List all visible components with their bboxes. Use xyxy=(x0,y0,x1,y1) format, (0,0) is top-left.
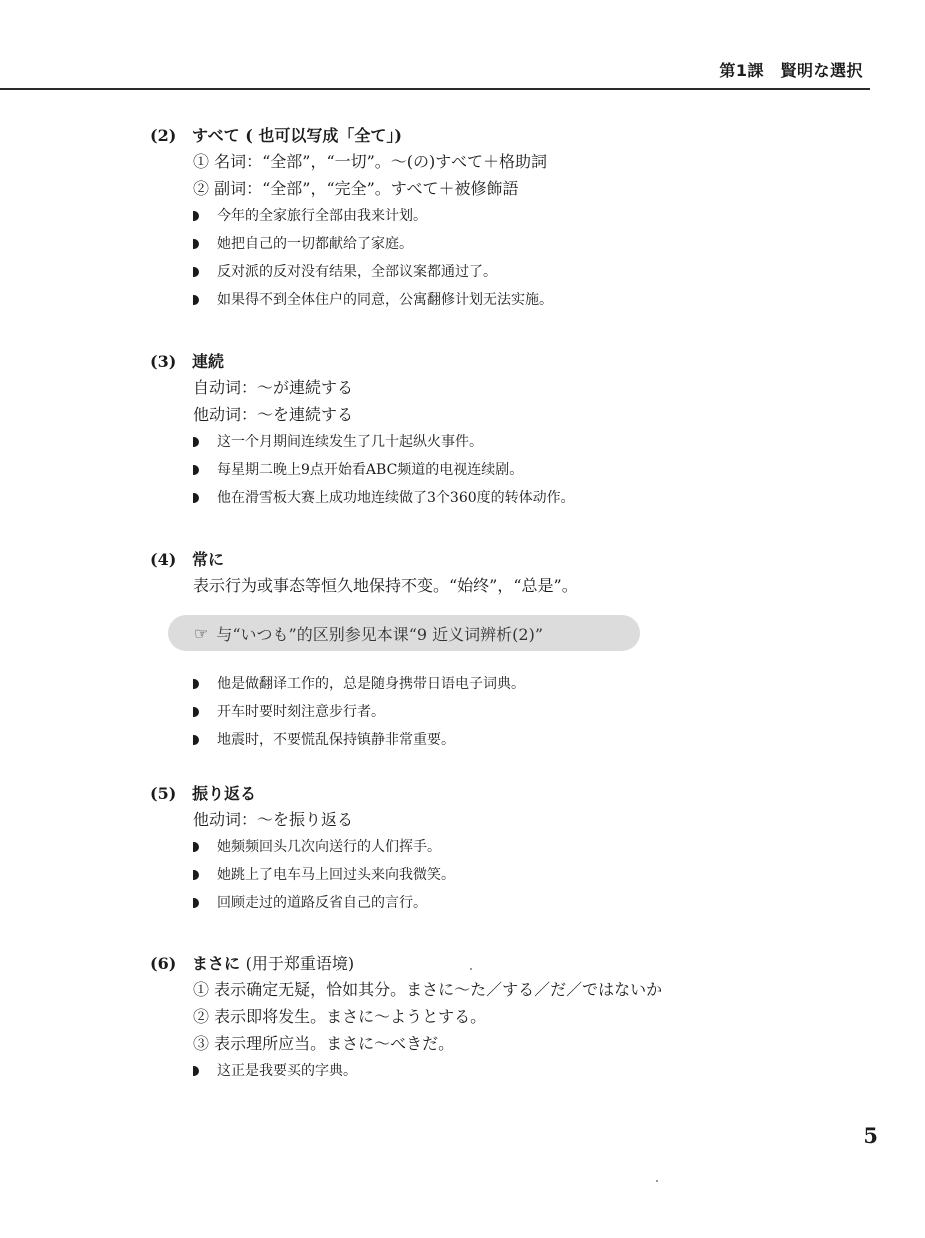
example-text: 今年的全家旅行全部由我来计划。 xyxy=(217,208,427,224)
reference-text: 与“いつも”的区别参见本课“9 近义词辨析(2)” xyxy=(216,624,543,644)
bullet-icon xyxy=(193,735,199,745)
section-number: (5) xyxy=(150,784,177,803)
example-sentence xyxy=(193,1057,870,1085)
bullet-icon xyxy=(193,493,199,503)
bullet-icon xyxy=(193,870,199,880)
example-text: 每星期二晚上9点开始看ABC频道的电视连续剧。 xyxy=(217,462,524,478)
header-rule xyxy=(0,88,870,90)
section-4 xyxy=(150,548,870,599)
section-2 xyxy=(150,124,870,314)
section-number: (6) xyxy=(150,954,177,973)
example-text: 他是做翻译工作的，总是随身携带日语电子词典。 xyxy=(217,676,525,692)
section-heading xyxy=(150,952,870,976)
speck xyxy=(470,968,472,970)
section-title: すべて ( 也可以写成「全て」) xyxy=(192,126,402,145)
example-sentence xyxy=(193,698,870,726)
bullet-icon xyxy=(193,679,199,689)
example-text: 她把自己的一切都献给了家庭。 xyxy=(217,236,413,252)
example-sentence xyxy=(193,456,870,484)
example-text: 回顾走过的道路反省自己的言行。 xyxy=(217,895,427,911)
section-heading xyxy=(150,782,870,806)
section-usage-note: (用于郑重语境) xyxy=(245,954,355,973)
example-text: 这正是我要买的字典。 xyxy=(217,1063,357,1079)
bullet-icon xyxy=(193,211,199,221)
usage-line: 自动词：～が連続する xyxy=(193,378,354,397)
example-sentence xyxy=(193,889,870,917)
example-text: 地震时，不要慌乱保持镇静非常重要。 xyxy=(217,732,455,748)
usage-line: 他动词：～を連続する xyxy=(193,405,354,424)
example-sentence xyxy=(193,258,870,286)
example-sentence xyxy=(193,484,870,512)
example-sentence xyxy=(193,428,870,456)
bullet-icon xyxy=(193,898,199,908)
usage-line: 他动词：～を振り返る xyxy=(193,810,354,829)
bullet-icon xyxy=(193,267,199,277)
cross-reference-note xyxy=(168,615,640,651)
section-heading xyxy=(150,350,870,374)
example-text: 她跳上了电车马上回过头来向我微笑。 xyxy=(217,867,455,883)
example-sentence xyxy=(193,833,870,861)
section-heading xyxy=(150,124,870,148)
bullet-icon xyxy=(193,842,199,852)
section-title: 振り返る xyxy=(192,784,257,803)
usage-line: ③ 表示理所应当。まさに～べきだ。 xyxy=(193,1034,455,1053)
example-text: 这一个月期间连续发生了几十起纵火事件。 xyxy=(217,434,483,450)
example-sentence xyxy=(193,286,870,314)
usage-line: ② 表示即将发生。まさに～ようとする。 xyxy=(193,1007,487,1026)
example-sentence xyxy=(193,670,870,698)
section-3 xyxy=(150,350,870,512)
speck xyxy=(656,1180,658,1182)
bullet-icon xyxy=(193,1066,199,1076)
section-title: 連続 xyxy=(192,352,225,371)
section-title: 常に xyxy=(192,550,225,569)
section-heading xyxy=(150,548,870,572)
section-title: まさに xyxy=(192,954,241,973)
usage-line: ② 副词：“全部”，“完全”。すべて＋被修飾語 xyxy=(193,179,519,198)
section-5 xyxy=(150,782,870,917)
example-text: 开车时要时刻注意步行者。 xyxy=(217,704,385,720)
chapter-header: 第1課 賢明な選択 xyxy=(719,61,863,80)
usage-line: 表示行为或事态等恒久地保持不变。“始终”，“总是”。 xyxy=(193,576,578,595)
section-4-examples xyxy=(150,670,870,754)
bullet-icon xyxy=(193,707,199,717)
example-text: 他在滑雪板大赛上成功地连续做了3个360度的转体动作。 xyxy=(217,490,575,506)
bullet-icon xyxy=(193,437,199,447)
example-text: 她频频回头几次向送行的人们挥手。 xyxy=(217,839,441,855)
usage-line: ① 名词：“全部”，“一切”。～(の)すべて＋格助詞 xyxy=(193,152,547,171)
example-text: 如果得不到全体住户的同意，公寓翻修计划无法实施。 xyxy=(217,292,553,308)
bullet-icon xyxy=(193,465,199,475)
section-number: (4) xyxy=(150,550,177,569)
bullet-icon xyxy=(193,239,199,249)
example-sentence xyxy=(193,861,870,889)
page-number: 5 xyxy=(863,1123,878,1148)
bullet-icon xyxy=(193,295,199,305)
section-6 xyxy=(150,952,870,1085)
section-number: (3) xyxy=(150,352,177,371)
pointing-hand-icon: ☞ xyxy=(194,623,209,643)
usage-line: ① 表示确定无疑，恰如其分。まさに～た／する／だ／ではないか xyxy=(193,980,663,999)
example-sentence xyxy=(193,202,870,230)
example-sentence xyxy=(193,230,870,258)
example-sentence xyxy=(193,726,870,754)
example-text: 反对派的反对没有结果，全部议案都通过了。 xyxy=(217,264,497,280)
section-number: (2) xyxy=(150,126,177,145)
